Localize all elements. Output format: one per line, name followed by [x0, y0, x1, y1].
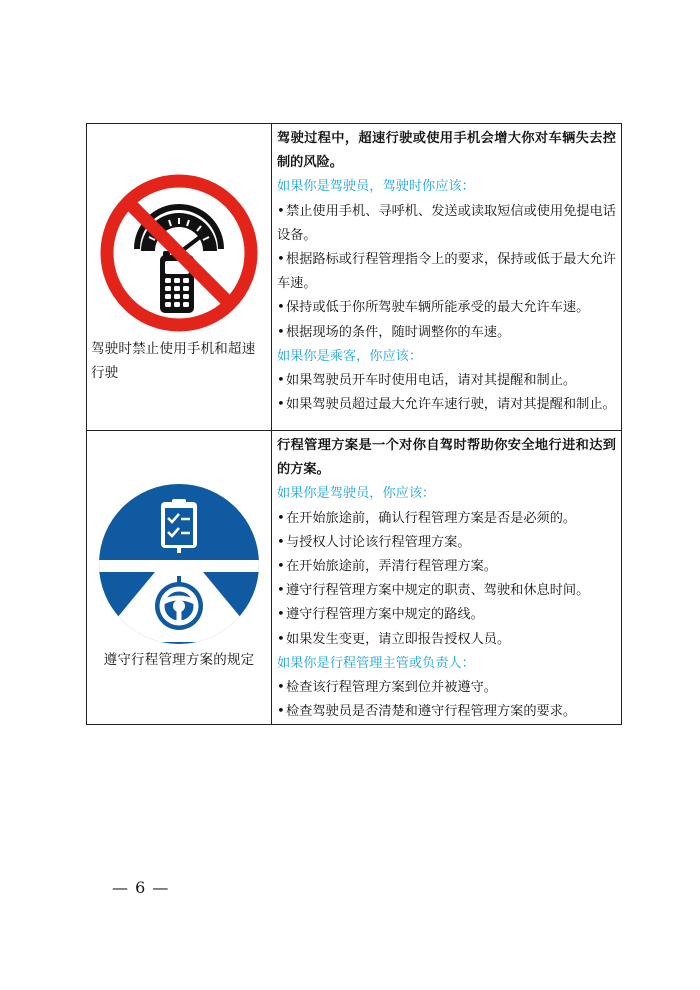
section-title: 如果你是驾驶员，你应该：: [277, 486, 436, 502]
list-item: •遵守行程管理方案中规定的职责、驾驶和休息时间。: [277, 579, 616, 603]
bullet-icon: •: [277, 373, 285, 389]
bullet-icon: •: [277, 397, 285, 413]
bullet-icon: •: [277, 559, 285, 575]
bullet-icon: •: [277, 631, 285, 647]
section-title: 如果你是驾驶员，驾驶时你应该：: [277, 179, 475, 195]
rule-text-cell: [272, 124, 622, 431]
no-phone-no-speeding-icon: [97, 171, 261, 335]
section-title: 如果你是乘客，你应该：: [277, 348, 423, 364]
bullet-icon: •: [277, 704, 285, 720]
rule-header: 驾驶过程中，超速行驶或使用手机会增大你对车辆失去控制的风险。: [277, 131, 616, 171]
list-item: •与授权人讨论该行程管理方案。: [277, 531, 616, 555]
list-item: •根据现场的条件，随时调整你的车速。: [277, 321, 616, 345]
section-title: 如果你是行程管理主管或负责人：: [277, 655, 475, 671]
rules-table: [86, 123, 622, 725]
rule-text-cell: [272, 431, 622, 725]
table-row: [87, 124, 622, 431]
list-item: •在开始旅途前，弄清行程管理方案。: [277, 555, 616, 579]
bullet-icon: •: [277, 300, 285, 316]
journey-plan-steering-wheel-icon: [97, 482, 261, 646]
list-item: •如果发生变更，请立即报告授权人员。: [277, 628, 616, 652]
list-item: •在开始旅途前，确认行程管理方案是否是必须的。: [277, 507, 616, 531]
bullet-icon: •: [277, 680, 285, 696]
list-item: •禁止使用手机、寻呼机、发送或读取短信或使用免提电话设备。: [277, 200, 616, 248]
rule-sign-cell: [87, 124, 272, 431]
rule-header: 行程管理方案是一个对你自驾时帮助你安全地行进和达到的方案。: [277, 438, 616, 478]
bullet-icon: •: [277, 203, 285, 219]
list-item: •遵守行程管理方案中规定的路线。: [277, 603, 616, 627]
bullet-icon: •: [277, 607, 285, 623]
page-number: — 6 —: [112, 878, 170, 897]
rule-caption: 遵守行程管理方案的规定: [103, 652, 255, 668]
bullet-icon: •: [277, 534, 285, 550]
list-item: •保持或低于你所驾驶车辆所能承受的最大允许车速。: [277, 296, 616, 320]
bullet-icon: •: [277, 510, 285, 526]
bullet-icon: •: [277, 324, 285, 340]
list-item: •如果驾驶员开车时使用电话，请对其提醒和制止。: [277, 369, 616, 393]
list-item: •如果驾驶员超过最大允许车速行驶，请对其提醒和制止。: [277, 393, 616, 417]
list-item: •根据路标或行程管理指令上的要求，保持或低于最大允许车速。: [277, 248, 616, 296]
list-item: •检查该行程管理方案到位并被遵守。: [277, 676, 616, 700]
bullet-icon: •: [277, 252, 285, 268]
rule-caption: 驾驶时禁止使用手机和超速行驶: [91, 341, 256, 381]
rule-sign-cell: [87, 431, 272, 725]
journey-plan-sign-graphic: [97, 482, 261, 646]
bullet-icon: •: [277, 583, 285, 599]
prohibition-sign-graphic: [97, 171, 261, 335]
table-row: [87, 431, 622, 725]
list-item: •检查驾驶员是否清楚和遵守行程管理方案的要求。: [277, 700, 616, 724]
